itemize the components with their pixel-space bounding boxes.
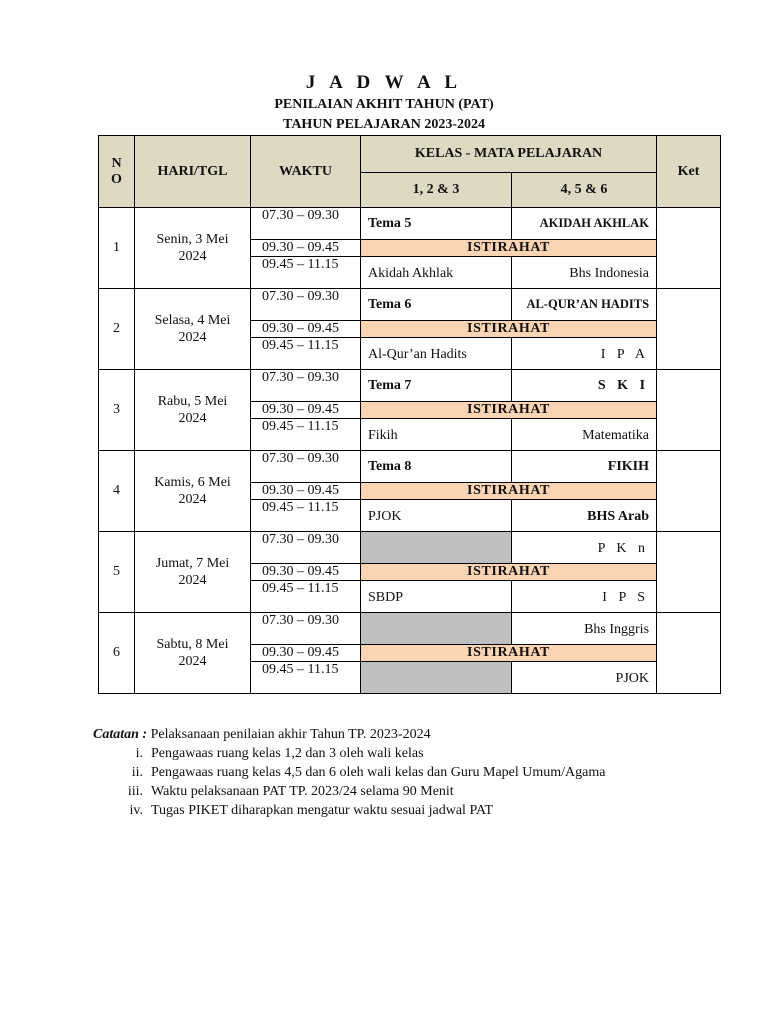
day-number: 4 <box>99 451 135 532</box>
subject-cell: Matematika <box>512 419 657 451</box>
ket-cell <box>657 532 721 613</box>
time-break: 09.30 – 09.45 <box>251 483 361 500</box>
day-year: 2024 <box>178 654 207 669</box>
time-session-2: 09.45 – 11.15 <box>251 500 361 532</box>
ket-cell <box>657 370 721 451</box>
table-row <box>99 289 721 321</box>
note-number: iii. <box>127 784 143 799</box>
subject-cell: Fikih <box>361 419 512 451</box>
subject-cell: AKIDAH AKHLAK <box>512 208 657 240</box>
subject-cell: P K n <box>512 532 657 564</box>
day-name: Senin, 3 Mei <box>156 232 229 247</box>
subject-cell: Tema 5 <box>361 208 512 240</box>
subject-cell: FIKIH <box>512 451 657 483</box>
time-break: 09.30 – 09.45 <box>251 645 361 662</box>
subject-cell: Al-Qur’an Hadits <box>361 338 512 370</box>
ket-cell <box>657 289 721 370</box>
break-cell: ISTIRAHAT <box>361 321 657 338</box>
header-waktu: WAKTU <box>251 136 361 208</box>
subject-cell: I P S <box>512 581 657 613</box>
header-no-line-2: O <box>111 171 122 187</box>
subject-cell: Bhs Indonesia <box>512 257 657 289</box>
header-kelas: KELAS - MATA PELAJARAN <box>361 136 657 173</box>
table-row <box>99 532 721 564</box>
day-name: Sabtu, 8 Mei <box>156 637 229 652</box>
subject-cell: BHS Arab <box>512 500 657 532</box>
day-date <box>135 289 251 370</box>
day-number: 5 <box>99 532 135 613</box>
day-number: 3 <box>99 370 135 451</box>
subject-cell: SBDP <box>361 581 512 613</box>
day-date <box>135 532 251 613</box>
time-session-1: 07.30 – 09.30 <box>251 289 361 321</box>
day-year: 2024 <box>178 249 207 264</box>
list-item <box>93 782 733 801</box>
day-year: 2024 <box>178 573 207 588</box>
subject-cell: PJOK <box>512 662 657 694</box>
schedule-table <box>98 135 721 694</box>
day-name: Jumat, 7 Mei <box>155 556 230 571</box>
break-cell: ISTIRAHAT <box>361 483 657 500</box>
subject-cell: I P A <box>512 338 657 370</box>
ket-cell <box>657 613 721 694</box>
note-number: i. <box>135 746 143 761</box>
time-session-2: 09.45 – 11.15 <box>251 338 361 370</box>
page-subtitle-year: TAHUN PELAJARAN 2023-2024 <box>283 117 485 132</box>
header-kelas-a: 1, 2 & 3 <box>361 173 512 208</box>
ket-cell <box>657 208 721 289</box>
page-title: J A D W A L <box>305 72 463 93</box>
day-date <box>135 208 251 289</box>
notes-section <box>93 725 733 820</box>
time-break: 09.30 – 09.45 <box>251 321 361 338</box>
notes-lead <box>93 725 733 744</box>
time-session-1: 07.30 – 09.30 <box>251 208 361 240</box>
day-date <box>135 451 251 532</box>
list-item <box>93 763 733 782</box>
note-text: Pengawaas ruang kelas 1,2 dan 3 oleh wali kelas <box>151 746 424 761</box>
time-session-1: 07.30 – 09.30 <box>251 451 361 483</box>
note-text: Pengawaas ruang kelas 4,5 dan 6 oleh wali kelas dan Guru Mapel Umum/Agama <box>151 765 606 780</box>
table-row <box>99 451 721 483</box>
table-row <box>99 370 721 402</box>
table-row <box>99 208 721 240</box>
subject-cell: Akidah Akhlak <box>361 257 512 289</box>
subject-cell: Bhs Inggris <box>512 613 657 645</box>
day-year: 2024 <box>178 411 207 426</box>
day-year: 2024 <box>178 492 207 507</box>
subject-cell: Tema 8 <box>361 451 512 483</box>
ket-cell <box>657 451 721 532</box>
time-session-1: 07.30 – 09.30 <box>251 532 361 564</box>
time-break: 09.30 – 09.45 <box>251 564 361 581</box>
notes-lead-text: Pelaksanaan penilaian akhir Tahun TP. 2023-2024 <box>147 727 431 742</box>
day-name: Selasa, 4 Mei <box>154 313 231 328</box>
table-row <box>99 613 721 645</box>
list-item <box>93 744 733 763</box>
note-text: Tugas PIKET diharapkan mengatur waktu sesuai jadwal PAT <box>151 803 494 818</box>
day-number: 6 <box>99 613 135 694</box>
subject-cell: Tema 6 <box>361 289 512 321</box>
time-session-2: 09.45 – 11.15 <box>251 662 361 694</box>
page-subtitle-exam: PENILAIAN AKHIT TAHUN (PAT) <box>274 97 494 112</box>
break-cell: ISTIRAHAT <box>361 240 657 257</box>
note-text: Waktu pelaksanaan PAT TP. 2023/24 selama 90 Menit <box>151 784 454 799</box>
day-year: 2024 <box>178 330 207 345</box>
break-cell: ISTIRAHAT <box>361 645 657 662</box>
note-number: ii. <box>131 765 143 780</box>
time-break: 09.30 – 09.45 <box>251 402 361 419</box>
subject-cell: AL-QUR’AN HADITS <box>512 289 657 321</box>
day-name: Rabu, 5 Mei <box>157 394 228 409</box>
time-session-2: 09.45 – 11.15 <box>251 581 361 613</box>
empty-subject-cell <box>361 613 512 645</box>
break-cell: ISTIRAHAT <box>361 564 657 581</box>
day-date <box>135 370 251 451</box>
day-number: 2 <box>99 289 135 370</box>
subject-cell: S K I <box>512 370 657 402</box>
subject-cell: PJOK <box>361 500 512 532</box>
header-kelas-b: 4, 5 & 6 <box>512 173 657 208</box>
note-number: iv. <box>129 803 143 818</box>
time-break: 09.30 – 09.45 <box>251 240 361 257</box>
time-session-2: 09.45 – 11.15 <box>251 419 361 451</box>
time-session-1: 07.30 – 09.30 <box>251 370 361 402</box>
time-session-2: 09.45 – 11.15 <box>251 257 361 289</box>
notes-list <box>93 744 733 820</box>
subject-cell: Tema 7 <box>361 370 512 402</box>
header-hari: HARI/TGL <box>135 136 251 208</box>
time-session-1: 07.30 – 09.30 <box>251 613 361 645</box>
day-date <box>135 613 251 694</box>
empty-subject-cell <box>361 532 512 564</box>
break-cell: ISTIRAHAT <box>361 402 657 419</box>
list-item <box>93 801 733 820</box>
header-ket: Ket <box>657 136 721 208</box>
day-number: 1 <box>99 208 135 289</box>
header-no <box>99 136 135 208</box>
header-no-line-1: N <box>111 155 122 171</box>
notes-label: Catatan : <box>93 727 148 742</box>
empty-subject-cell <box>361 662 512 694</box>
day-name: Kamis, 6 Mei <box>154 475 231 490</box>
